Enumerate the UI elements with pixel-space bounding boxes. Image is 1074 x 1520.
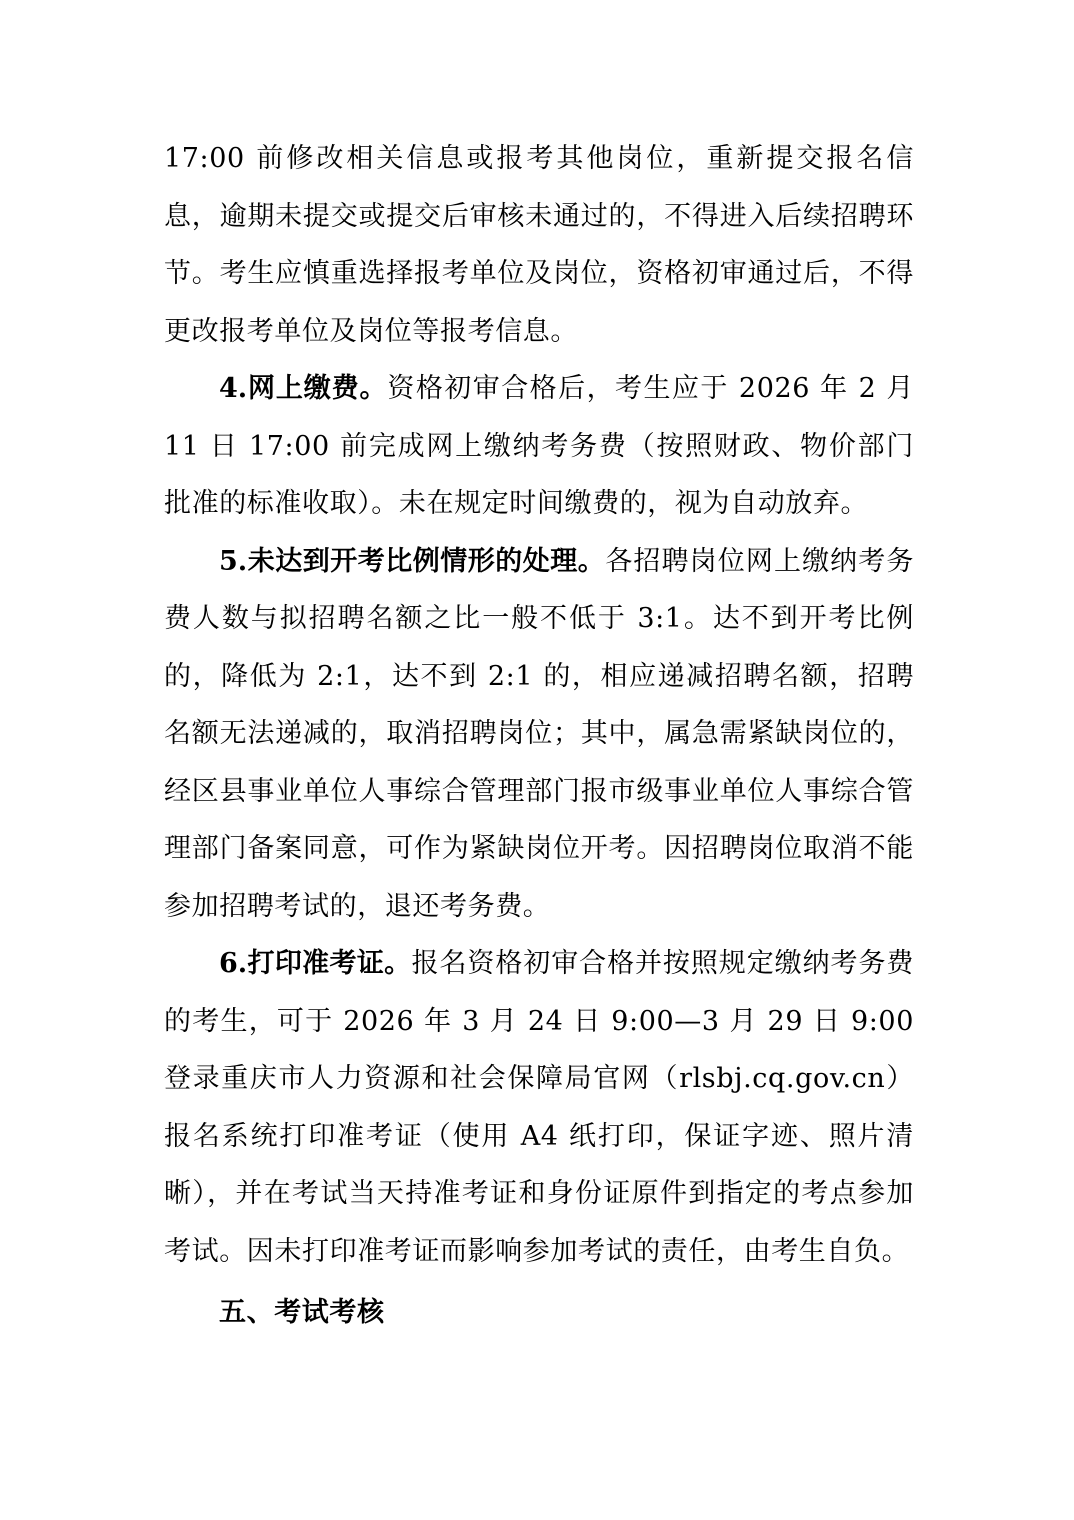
item-online-payment-text: 资格初审合格后，考生应于 2026 年 2 月 11 日 17:00 前完成网上缴纳考务费（按照财政、物价部门批准的标准收取）。未在规定时间缴费的，视为自动放弃。 (164, 373, 915, 519)
item-online-payment-title: 4.网上缴费。 (219, 373, 388, 404)
item-print-admission-ticket (164, 935, 914, 1280)
item-exam-ratio (164, 533, 914, 936)
item-exam-ratio-title: 5.未达到开考比例情形的处理。 (219, 545, 606, 577)
item-online-payment (164, 360, 914, 533)
continued-paragraph: 17:00 前修改相关信息或报考其他岗位，重新提交报名信息，逾期未提交或提交后审核未通过的，不得进入后续招聘环节。考生应慎重选择报考单位及岗位，资格初审通过后，不得更改报考单位及岗位等报考信息。 (164, 143, 914, 347)
item-exam-ratio-text: 各招聘岗位网上缴纳考务费人数与拟招聘名额之比一般不低于 3:1。达不到开考比例的，降低为 2:1，达不到 2:1 的，相应递减招聘名额，招聘名额无法递减的，取消招聘岗位；其中，属急需紧缺岗位的，经区县事业单位人事综合管理部门报市级事业单位人事综合管理部门备案同意，可作为紧缺岗位开考。因招聘岗位取消不能参加招聘考试的，退还考务费。 (164, 545, 914, 922)
document-body (164, 130, 914, 1342)
item-print-admission-ticket-text: 报名资格初审合格并按照规定缴纳考务费的考生，可于 2026 年 3 月 24 日 9:00—3 月 29 日 9:00 登录重庆市人力资源和社会保障局官网（rlsbj.cq.gov.cn）报名系统打印准考证（使用 A4 纸打印，保证字迹、照片清晰），并在考试当天持准考证和身份证原件到指定的考点参加考试。因未打印准考证而影响参加考试的责任，由考生自负。 (164, 948, 914, 1267)
item-print-admission-ticket-title: 6.打印准考证。 (219, 948, 412, 979)
section-heading: 五、考试考核 (219, 1297, 385, 1328)
